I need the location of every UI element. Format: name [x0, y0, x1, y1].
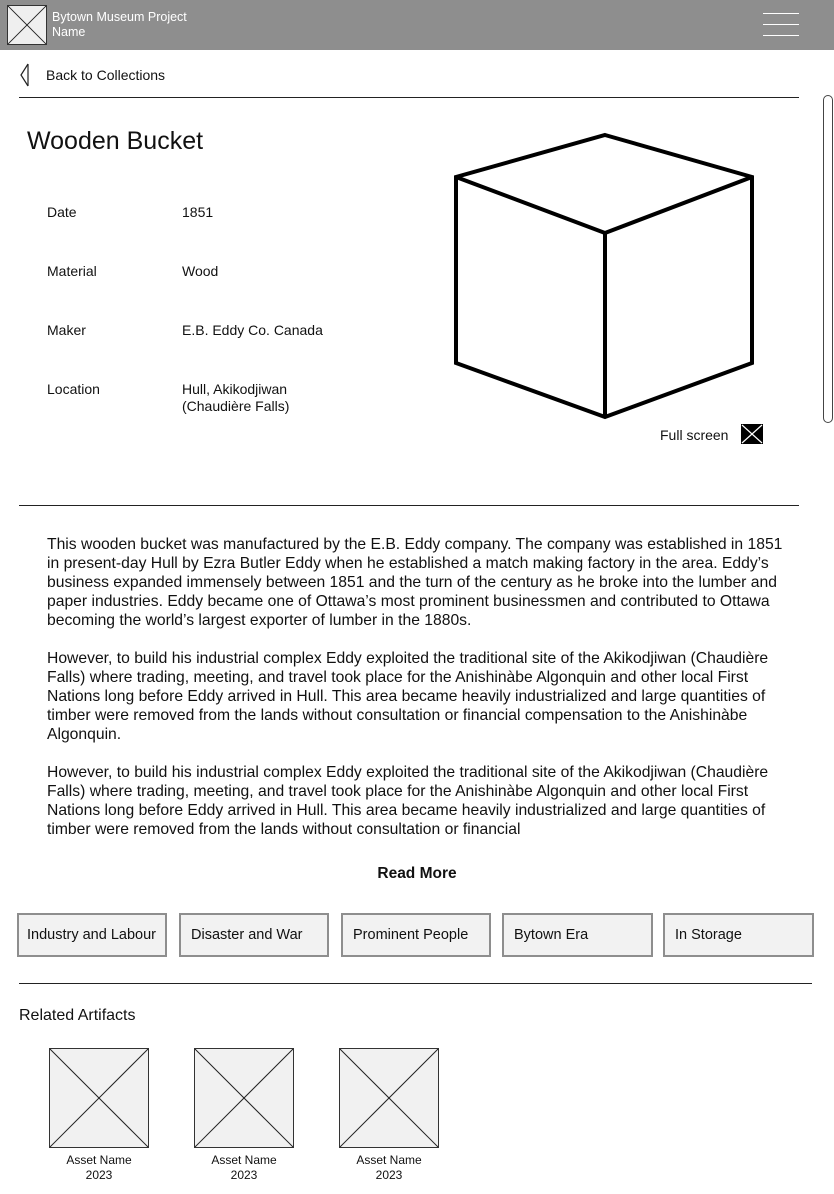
hamburger-menu-icon[interactable]	[763, 12, 799, 37]
detail-key-maker: Maker	[47, 322, 86, 338]
back-to-collections-link[interactable]	[18, 62, 198, 88]
asset-year: 2023	[85, 1168, 113, 1182]
3d-cube-icon[interactable]	[450, 130, 760, 425]
description-paragraph: However, to build his industrial complex Eddy exploited the traditional site of the Akikodjiwan (Chaudière Falls) where trading, meeting, and travel took place for the Anishinàbe Algonquin and other local First Nations long before Eddy arrived in Hull. This area became heavily industrialized and large quantities of timber were removed from the lands without consultation or financial	[47, 764, 769, 838]
asset-year: 2023	[230, 1168, 258, 1182]
placeholder-image-icon	[194, 1048, 294, 1148]
asset-name: Asset Name	[211, 1153, 277, 1167]
scrollbar[interactable]	[823, 95, 833, 423]
related-artifacts-heading: Related Artifacts	[19, 1007, 136, 1024]
tag-industry-and-labour[interactable]: Industry and Labour	[17, 913, 167, 957]
fullscreen-icon	[741, 424, 763, 444]
tag-disaster-and-war[interactable]: Disaster and War	[179, 913, 329, 957]
detail-value-date: 1851	[182, 204, 214, 220]
page-title: Wooden Bucket	[27, 127, 204, 155]
placeholder-image-icon	[339, 1048, 439, 1148]
placeholder-image-icon	[49, 1048, 149, 1148]
fullscreen-label: Full screen	[660, 427, 729, 443]
tag-in-storage[interactable]: In Storage	[663, 913, 814, 957]
project-name: Bytown Museum Project Name	[52, 10, 187, 39]
tag-prominent-people[interactable]: Prominent People	[341, 913, 491, 957]
related-artifact-card[interactable]	[339, 1048, 439, 1194]
artifact-description	[47, 535, 795, 838]
detail-value-maker: E.B. Eddy Co. Canada	[182, 322, 323, 338]
placeholder-image-icon[interactable]	[7, 5, 47, 45]
detail-value-material: Wood	[182, 263, 219, 279]
divider	[19, 983, 812, 984]
detail-key-date: Date	[47, 204, 77, 220]
detail-value-location: Hull, Akikodjiwan (Chaudière Falls)	[182, 381, 290, 414]
asset-name: Asset Name	[356, 1153, 422, 1167]
chevron-left-icon	[18, 62, 32, 88]
top-bar	[0, 0, 834, 50]
divider	[19, 97, 799, 98]
detail-key-material: Material	[47, 263, 97, 279]
description-paragraph: This wooden bucket was manufactured by the E.B. Eddy company. The company was established in 1851 in present-day Hull by Ezra Butler Eddy when he established a match making factory in the area. Eddy’s business expanded immensely between 1851 and the turn of the century as he broke into the lumber and paper industries. Eddy became one of Ottawa’s most prominent businessmen and contributed to Ottawa becoming the world’s largest exporter of lumber in the 1880s.	[47, 536, 783, 629]
read-more-button[interactable]: Read More	[330, 865, 504, 883]
asset-year: 2023	[375, 1168, 403, 1182]
detail-key-location: Location	[47, 381, 100, 397]
description-paragraph: However, to build his industrial complex Eddy exploited the traditional site of the Akikodjiwan (Chaudière Falls) where trading, meeting, and travel took place for the Anishinàbe Algonquin and other local First Nations long before Eddy arrived in Hull. This area became heavily industrialized and large quantities of timber were removed from the lands without consultation or financial compensation to the Anishinàbe Algonquin.	[47, 650, 769, 743]
related-artifact-card[interactable]	[49, 1048, 149, 1194]
tag-bytown-era[interactable]: Bytown Era	[502, 913, 653, 957]
fullscreen-button[interactable]	[655, 424, 765, 446]
asset-name: Asset Name	[66, 1153, 132, 1167]
divider	[19, 505, 799, 506]
back-label: Back to Collections	[46, 67, 166, 83]
related-artifact-card[interactable]	[194, 1048, 294, 1194]
